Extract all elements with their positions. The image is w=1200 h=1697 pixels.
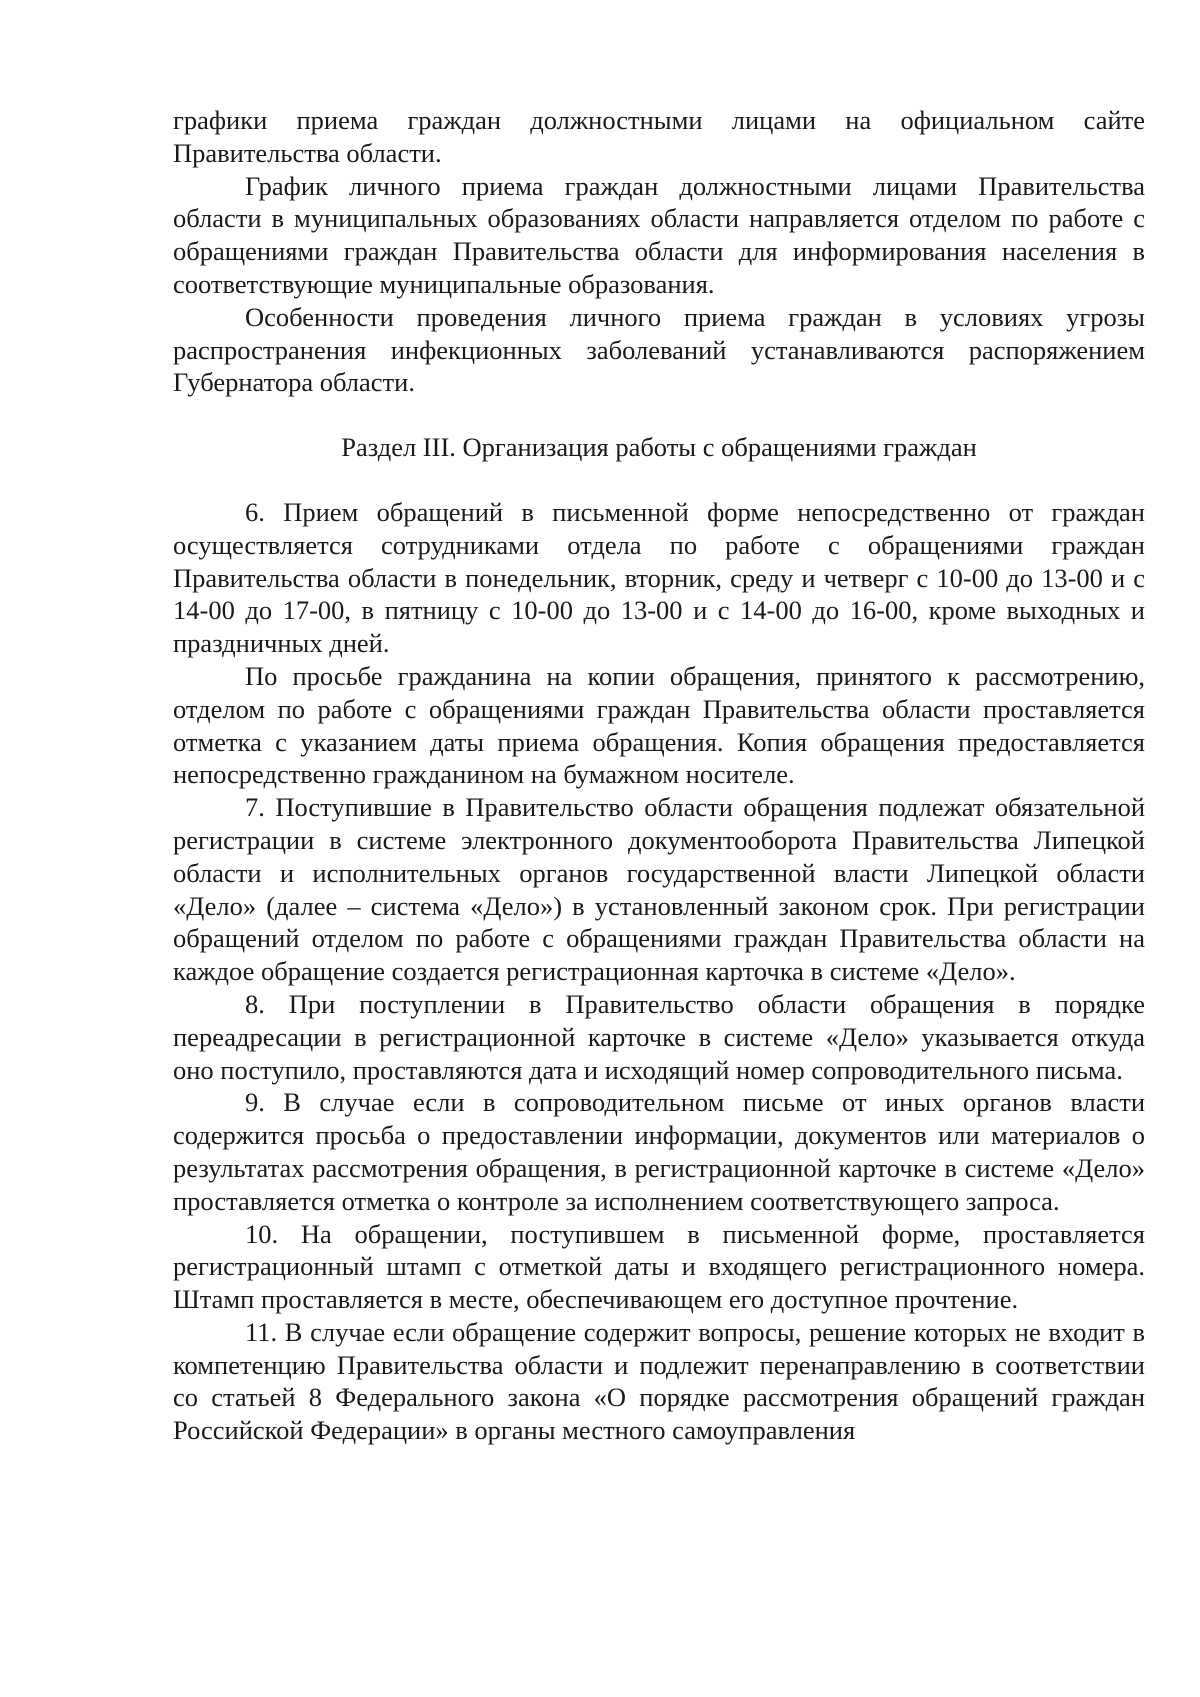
section-heading: Раздел III. Организация работы с обращениями граждан: [341, 432, 977, 463]
paragraph-item-9: 9. В случае если в сопроводительном письме от иных органов власти содержится просьба о предоставлении информации, документов или материалов о результатах рассмотрения обращения, в регистрационной карточке в системе «Дело» проставляется отметка о контроле за исполнением соответствующего запроса.: [173, 1087, 1145, 1216]
document-page: [173, 104, 1145, 1447]
paragraph-item-10: 10. На обращении, поступившем в письменной форме, проставляется регистрационный штамп с отметкой даты и входящего регистрационного номера. Штамп проставляется в месте, обеспечивающем его доступное прочтение.: [173, 1218, 1145, 1315]
paragraph-schedule-municipal: График личного приема граждан должностными лицами Правительства области в муниципальных образованиях области направляется отделом по работе с обращениями граждан Правительства области для информирования населения в соответствующие муниципальные образования.: [173, 170, 1145, 299]
paragraph-item-7: 7. Поступившие в Правительство области обращения подлежат обязательной регистрации в системе электронного документооборота Правительства Липецкой области и исполнительных органов государственной власти Липецкой области «Дело» (далее – система «Дело») в установленный законом срок. При регистрации обращений отделом по работе с обращениями граждан Правительства области на каждое обращение создается регистрационная карточка в системе «Дело».: [173, 792, 1145, 987]
paragraph-item-8: 8. При поступлении в Правительство области обращения в порядке переадресации в регистрационной карточке в системе «Дело» указывается откуда оно поступило, проставляются дата и исходящий номер сопроводительного письма.: [173, 988, 1145, 1085]
paragraph-item-6: 6. Прием обращений в письменной форме непосредственно от граждан осуществляется сотрудниками отдела по работе с обращениями граждан Правительства области в понедельник, вторник, среду и четверг с 10-00 до 13-00 и с 14-00 до 17-00, в пятницу с 10-00 до 13-00 и с 14-00 до 16-00, кроме выходных и праздничных дней.: [173, 496, 1145, 659]
paragraphs-before-heading: [173, 104, 1145, 399]
paragraph-infection-conditions: Особенности проведения личного приема граждан в условиях угрозы распространения инфекционных заболеваний устанавливаются распоряжением Губернатора области.: [173, 301, 1145, 398]
paragraph-item-11: 11. В случае если обращение содержит вопросы, решение которых не входит в компетенцию Правительства области и подлежит перенаправлению в соответствии со статьей 8 Федерального закона «О порядке рассмотрения обращений граждан Российской Федерации» в органы местного самоуправления: [173, 1316, 1145, 1446]
paragraphs-after-heading: [173, 496, 1145, 1447]
paragraph-graphics-publication: графики приема граждан должностными лицами на официальном сайте Правительства области.: [173, 105, 1145, 168]
paragraph-copy-mark: По просьбе гражданина на копии обращения, принятого к рассмотрению, отделом по работе с обращениями граждан Правительства области проставляется отметка с указанием даты приема обращения. Копия обращения предоставляется непосредственно гражданином на бумажном носителе.: [173, 660, 1145, 790]
